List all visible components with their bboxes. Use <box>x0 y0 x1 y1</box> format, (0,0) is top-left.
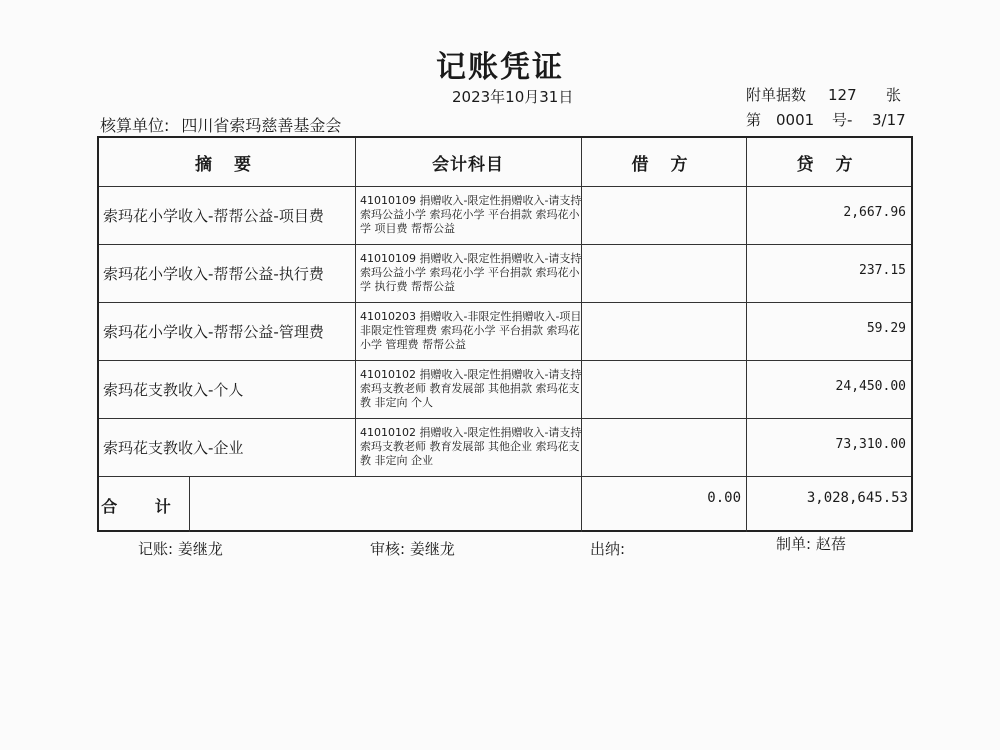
row-account: 41010109 捐赠收入-限定性捐赠收入-请支持索玛公益小学 索玛花小学 平台捐款 索玛花小学 项目费 帮帮公益 <box>360 194 582 235</box>
signature-bookkeeper: 记账: 姜继龙 <box>138 540 223 558</box>
attachments-number: 127 <box>828 86 857 104</box>
accounting-unit-value: 四川省索玛慈善基金会 <box>181 116 342 135</box>
col-divider-account <box>355 138 356 476</box>
row-account: 41010203 捐赠收入-非限定性捐赠收入-项目非限定性管理费 索玛花小学 平台捐款 索玛花小学 管理费 帮帮公益 <box>360 310 582 351</box>
total-debit: 0.00 <box>707 490 741 506</box>
voucher-number-prefix: 第 <box>746 111 762 129</box>
total-credit: 3,028,645.53 <box>806 490 908 506</box>
voucher-page: 3/17 <box>872 111 906 129</box>
total-label: 合 计 <box>101 496 187 516</box>
voucher-number-value: 0001 <box>776 111 815 129</box>
voucher-title: 记账凭证 <box>436 50 564 85</box>
voucher-number-mid: 号- <box>832 111 853 129</box>
col-divider-total <box>189 476 190 532</box>
row-account: 41010109 捐赠收入-限定性捐赠收入-请支持索玛公益小学 索玛花小学 平台捐款 索玛花小学 执行费 帮帮公益 <box>360 252 582 293</box>
row-credit: 59.29 <box>866 321 906 336</box>
accounting-unit <box>100 113 341 136</box>
signature-cashier: 出纳: <box>590 540 626 558</box>
row-summary: 索玛花支教收入-个人 <box>103 381 244 399</box>
voucher-date: 2023年10月31日 <box>452 88 574 106</box>
row-account: 41010102 捐赠收入-限定性捐赠收入-请支持索玛支教老师 教育发展部 其他企业 索玛花支教 非定向 企业 <box>360 426 582 467</box>
header-account: 会计科目 <box>432 154 504 175</box>
accounting-unit-label: 核算单位: <box>100 116 170 135</box>
row-summary: 索玛花小学收入-帮帮公益-执行费 <box>103 265 324 283</box>
signature-reviewer: 审核: 姜继龙 <box>370 540 455 558</box>
header-credit: 贷 方 <box>796 154 861 175</box>
row-divider <box>99 476 911 477</box>
voucher-number <box>746 109 906 130</box>
attachments-count <box>746 84 901 105</box>
attachments-unit: 张 <box>886 86 902 104</box>
signature-preparer: 制单: 赵蓓 <box>776 535 846 553</box>
row-account: 41010102 捐赠收入-限定性捐赠收入-请支持索玛支教老师 教育发展部 其他捐款 索玛花支教 非定向 个人 <box>360 368 582 409</box>
row-credit: 2,667.96 <box>843 205 906 220</box>
attachments-label: 附单据数 <box>746 86 807 104</box>
header-debit: 借 方 <box>631 154 696 175</box>
row-credit: 24,450.00 <box>835 379 906 394</box>
row-summary: 索玛花支教收入-企业 <box>103 439 244 457</box>
row-credit: 73,310.00 <box>835 437 906 452</box>
row-credit: 237.15 <box>859 263 906 278</box>
row-summary: 索玛花小学收入-帮帮公益-项目费 <box>103 207 324 225</box>
voucher-table <box>97 136 913 532</box>
header-summary: 摘 要 <box>195 154 259 175</box>
row-summary: 索玛花小学收入-帮帮公益-管理费 <box>103 323 324 341</box>
